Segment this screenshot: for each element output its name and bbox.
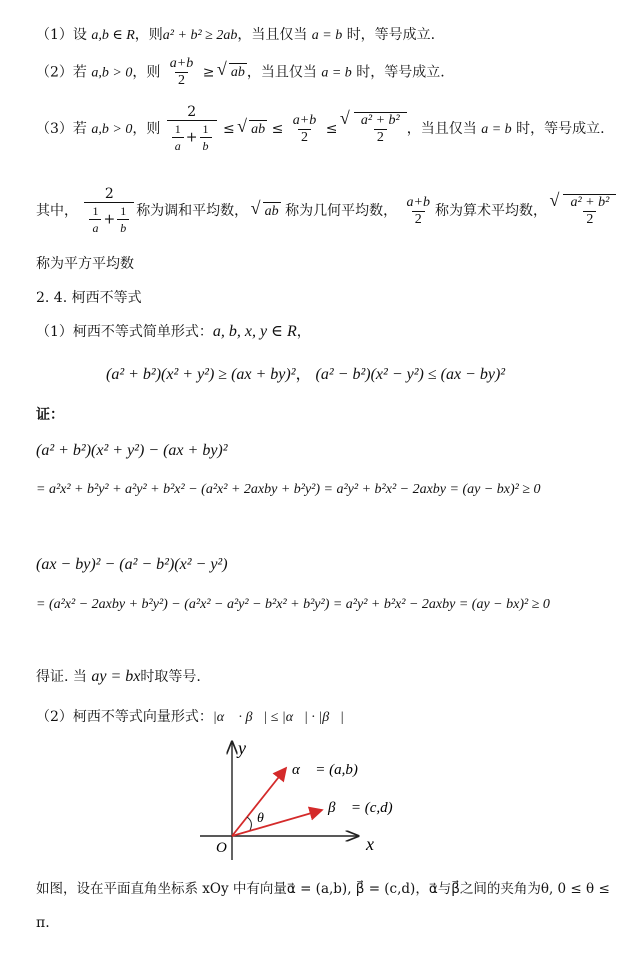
item-2-root: √ ab — [219, 63, 247, 82]
vector-figure — [180, 734, 400, 864]
theta-label: θ — [257, 811, 264, 826]
proof-2-line-2: = (a²x² − 2axby + b²y²) − (a²x² − a²y² − b²x² + b²y²) = a²y² + b²x² − 2axby = (ay − bx)² ≥ 0 — [36, 597, 550, 612]
cauchy-simple-heading: （1）柯西不等式简单形式：a, b, x, y ∈ R， — [36, 323, 311, 340]
item-2: （2）若 a,b > 0，则 $\frac{a+b}{2}$ ≥ √ ab ，当且仅当 a = b 时，等号成立. — [36, 56, 445, 89]
item-1: （1）设 a,b ∈ R，则a² + b² ≥ 2ab，当且仅当 a = b 时，等号成立. — [36, 27, 436, 43]
proof-label: 证： — [36, 407, 64, 423]
cauchy-vector-heading: （2）柯西不等式向量形式：|α⃗ · β⃗| ≤ |α⃗| · |β⃗| — [36, 709, 344, 725]
mean-names-line: 其中， 2 $\frac{1}{a}$ + $\frac{1}{b}$ 称为调和平均数， √ ab 称为几何平均数， $\frac{a+b}{2}$ 称为算术平均数， √ $\frac{\text{a² + b²}}{2}$ — [36, 186, 616, 236]
item-1-formula: a² + b² ≥ 2ab — [162, 28, 238, 43]
beta-label: β⃗ = (c,d) — [328, 800, 393, 816]
mean-names-line-2: 称为平方平均数 — [36, 256, 134, 272]
proof-2-line-1: (ax − by)² − (a² − b²)(x² − y²) — [36, 556, 228, 573]
quadratic-mean-root: √ $\frac{\text{a² + b²}}{2}$ — [342, 112, 407, 146]
final-line-1: 如图，设在平面直角坐标系 xOy 中有向量α⃗ = (a,b), β⃗ = (c,d)，α⃗与β⃗之间的夹角为θ, 0 ≤ θ ≤ — [36, 881, 610, 897]
angle-arc — [247, 817, 251, 830]
proof-1-line-1: (a² + b²)(x² + y²) − (ax + by)² — [36, 442, 228, 459]
x-label: x — [366, 834, 374, 854]
alpha-label: α⃗ = (a,b) — [292, 762, 358, 778]
item-3: （3）若 a,b > 0，则 2 $\frac{1}{a}$ + $\frac{1}{b}$ ≤ √ ab ≤ $\frac{a+b}{2}$ ≤ √ $\frac{\text{a² + b²}}{2}$ ，当且仅当 a = b 时，等号成立. — [36, 104, 605, 154]
proof-1-line-2: = a²x² + b²y² + a²y² + b²x² − (a²x² + 2axby + b²y²) = a²y² + b²x² − 2axby = (ay − bx)² ≥ 0 — [36, 482, 541, 497]
section-heading: 2. 4. 柯西不等式 — [36, 290, 142, 306]
arithmetic-mean-fraction: $\frac{a+b}{2}$ — [292, 112, 317, 145]
y-label: y — [238, 738, 246, 758]
origin-label: O — [216, 840, 227, 856]
final-line-2: π. — [36, 915, 50, 931]
beta-vector — [232, 810, 322, 836]
conclusion: 得证. 当 ay = bx时取等号. — [36, 668, 201, 685]
cauchy-inequalities: (a² + b²)(x² + y²) ≥ (ax + by)²， (a² − b²)(x² − y²) ≤ (ax − by)² — [106, 366, 506, 383]
geometric-mean-root: √ ab — [239, 120, 267, 139]
harmonic-mean-fraction: 2 $\frac{1}{a}$ + $\frac{1}{b}$ — [167, 104, 217, 154]
item-2-fraction: $\frac{a+b}{2}$ — [169, 56, 194, 88]
